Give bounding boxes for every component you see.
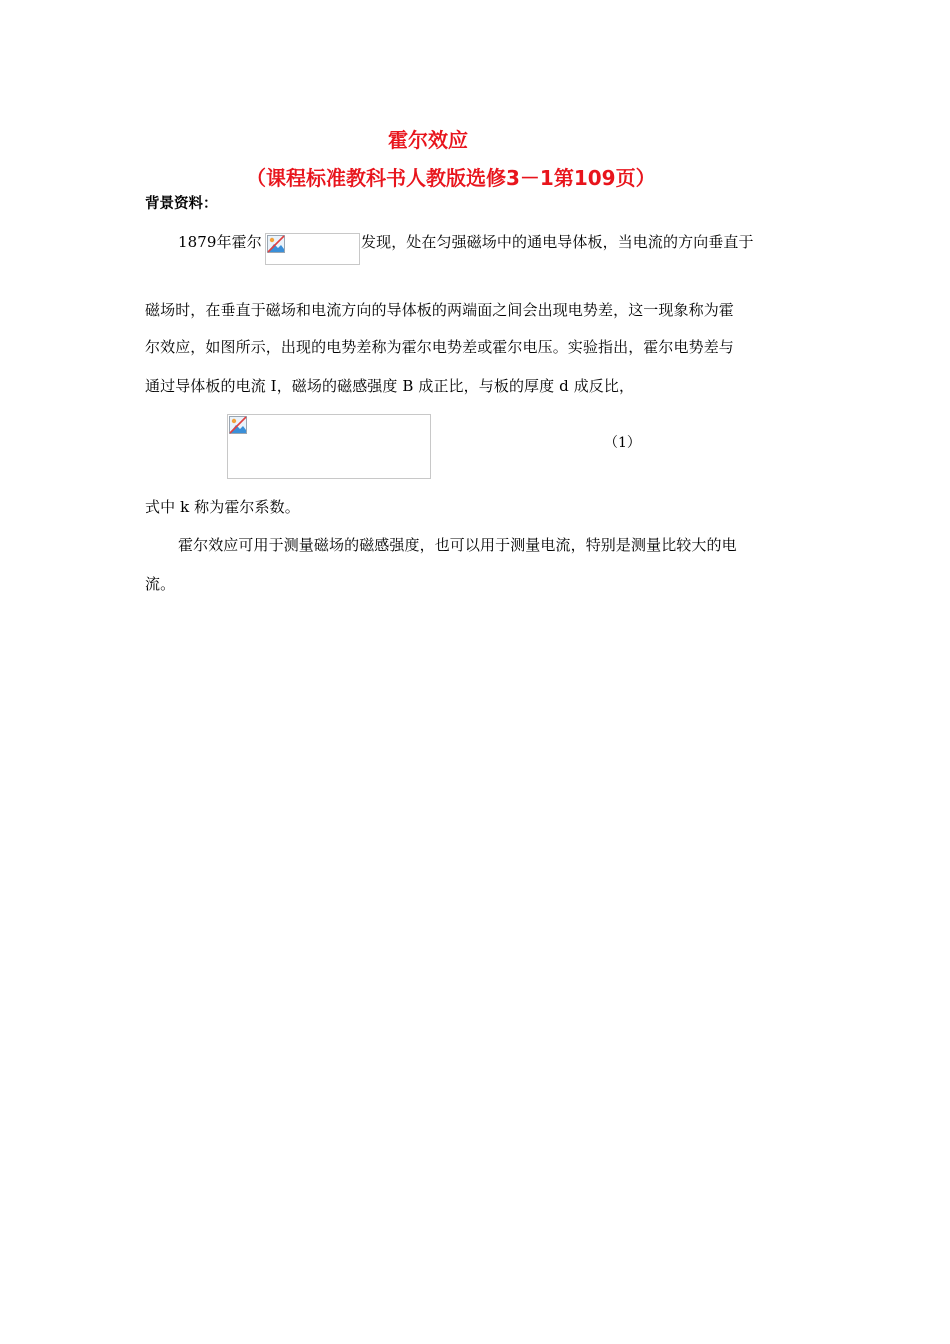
paragraph1-line3: 尔效应，如图所示，出现的电势差称为霍尔电势差或霍尔电压。实验指出，霍尔电势差与	[145, 338, 734, 356]
paragraph1-line1-end: 发现，处在匀强磁场中的通电导体板，当电流的方向垂直于	[361, 233, 754, 251]
paragraph3-line2: 流。	[145, 575, 176, 593]
hall-portrait-image	[265, 233, 360, 265]
page-subtitle: （课程标准教科书人教版选修3－1第109页）	[246, 166, 656, 190]
section-label: 背景资料：	[145, 196, 218, 212]
broken-image-icon	[267, 235, 285, 253]
equation-number: （1）	[604, 435, 641, 451]
broken-image-icon	[229, 416, 247, 434]
paragraph2: 式中 k 称为霍尔系数。	[145, 498, 300, 516]
hall-formula-image	[227, 414, 431, 479]
paragraph3-line1: 霍尔效应可用于测量磁场的磁感强度，也可以用于测量电流，特别是测量比较大的电	[178, 536, 737, 554]
paragraph1-line4: 通过导体板的电流 I，磁场的磁感强度 B 成正比，与板的厚度 d 成反比，	[145, 377, 635, 395]
paragraph1-line1-start: 1879年霍尔	[178, 233, 262, 251]
paragraph1-line2: 磁场时，在垂直于磁场和电流方向的导体板的两端面之间会出现电势差，这一现象称为霍	[145, 301, 734, 319]
page-title: 霍尔效应	[388, 128, 468, 152]
